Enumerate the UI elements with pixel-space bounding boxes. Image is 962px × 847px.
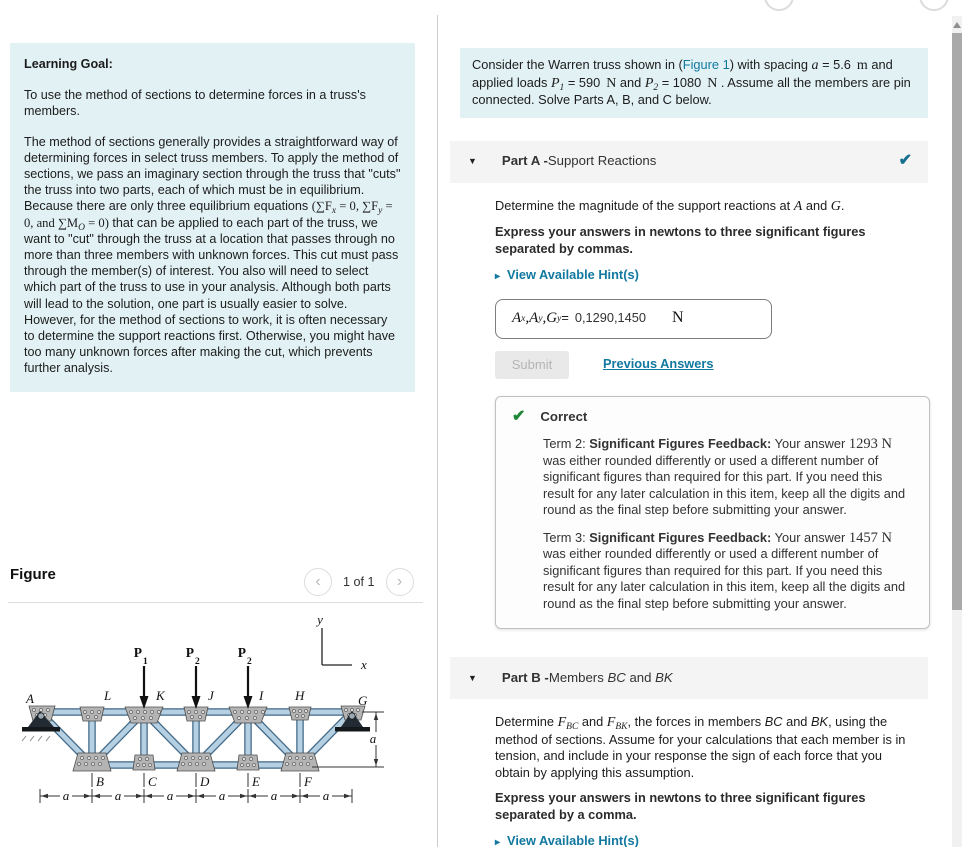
node-label-d: D — [200, 774, 210, 789]
term-2-value: 1293 N — [848, 436, 892, 452]
part-b-hint-link[interactable] — [495, 833, 908, 847]
svg-text:a: a — [218, 788, 226, 803]
part-b-tail: , using the method of sections. Assume for your calculations that each member is in tension, and include in your response the sign of each force that you obtain by applying this assumption. — [495, 714, 906, 780]
problem-mid1: ) with spacing — [729, 57, 812, 72]
node-label-l: L — [104, 688, 112, 703]
part-a-answer-value: 0,1290,1450 — [574, 310, 646, 326]
term-2-bold: Significant Figures Feedback: — [589, 436, 772, 451]
p2-post: that can be applied to each part of the truss, we want to "cut" through the truss at a location that passes through no more than three members with unknown forces. This cut must pass through the member(s) of interest. You also will need to select which part of the truss to use in your analysis. Although both parts will lead to the solution, one part is usually easier to solve. However, for the method of sections to work, it is often necessary to determine the support reactions first. Otherwise, you might have too many unknown forces after making the cut, which prevents further analysis. — [24, 215, 399, 376]
node-label-h: H — [295, 688, 305, 703]
eq-mo-zero: = 0) — [85, 215, 109, 230]
hint-label: View Available Hint(s) — [507, 267, 639, 282]
answer-sep2: , — [542, 310, 547, 327]
svg-text:a: a — [166, 788, 174, 803]
part-b-pre: Determine — [495, 714, 558, 729]
scrollbar-thumb[interactable] — [952, 33, 962, 610]
bottom-node-ticks — [92, 773, 300, 787]
answer-var-ay: A — [529, 310, 539, 327]
eq-fy-zero: = 0, and — [24, 199, 393, 230]
correct-title: Correct — [540, 408, 588, 424]
correct-check-icon: ✔ — [512, 407, 526, 425]
learning-goal-title: Learning Goal: — [24, 57, 113, 71]
answer-equals: = — [561, 310, 569, 326]
term-3-bold: Significant Figures Feedback: — [589, 529, 772, 545]
part-a-period: . — [840, 197, 845, 213]
var-fbc: F — [557, 715, 567, 730]
figure-page-indicator: 1 of 1 — [343, 575, 375, 589]
eq-fx-zero: = 0, — [336, 199, 363, 214]
var-fbk-sub: BK — [615, 722, 628, 732]
node-a-ref: A — [793, 198, 803, 214]
p2-pre: The method of sections generally provides a straightforward way of determining forces in select truss members. To apply the method of sections, we pass an imaginary section through the truss that "cuts" the truss into two parts, each of which must be in equilibrium. Because there are only three equilibrium equations — [24, 134, 401, 214]
value-a: = 5.6 — [818, 57, 851, 72]
eq-sub-y: y — [378, 206, 383, 217]
term-2-text: was either rounded differently or used a different number of significant figures than required for this part. If you need this result for any later calculation in this item, keep all the digits and round as the final step before submitting your answer. — [543, 452, 906, 517]
svg-text:a: a — [322, 788, 330, 803]
var-p2: P — [644, 75, 654, 91]
problem-pre: Consider the Warren truss shown in ( — [472, 57, 683, 72]
coordinate-axes — [322, 628, 352, 665]
figure-prev-button[interactable] — [304, 568, 332, 596]
eq-sub-o: O — [78, 222, 85, 233]
learning-goal-box — [10, 43, 415, 392]
term-2-label: Term 2: — [543, 436, 590, 451]
load-p1-label: P — [133, 645, 142, 660]
value-p2: = 1080 — [658, 74, 702, 90]
part-a-title: Support Reactions — [547, 153, 657, 169]
part-a-answer-box[interactable]: A x , A y , G y = 0,1290,1450 N — [495, 299, 772, 339]
answer-sep1: , — [525, 310, 530, 327]
scrollbar-track[interactable] — [952, 16, 962, 847]
figure-title: Figure — [10, 566, 56, 583]
var-fbk: F — [606, 715, 616, 730]
part-a-header[interactable] — [450, 141, 928, 183]
var-fbc-sub: BC — [566, 722, 579, 732]
part-a-express-instruction: Express your answers in newtons to three significant figures separated by commas. — [495, 224, 866, 256]
toolbar-button-partial-1[interactable] — [764, 0, 794, 11]
load-p2a-sub: 2 — [195, 657, 200, 667]
node-label-b: B — [96, 774, 104, 789]
warren-truss-figure — [0, 610, 430, 847]
var-p1-sub: 1 — [559, 82, 565, 93]
part-a-and: and — [802, 197, 831, 213]
node-label-i: I — [259, 688, 264, 703]
eq-sum-fy: ∑F — [362, 199, 379, 214]
hint-triangle-icon: ▸ — [495, 271, 501, 282]
part-b-mid1: and — [578, 714, 607, 729]
term-3-feedback — [543, 530, 915, 613]
part-b-mid2: , the forces in members — [627, 714, 765, 729]
collapse-triangle-icon[interactable]: ▼ — [468, 156, 477, 167]
svg-text:a: a — [270, 788, 278, 803]
load-p1-sub: 1 — [143, 657, 148, 667]
collapse-triangle-icon[interactable]: ▼ — [468, 672, 477, 683]
term-3-text: was either rounded differently or used a different number of significant figures than required for this part. If you need this result for any later calculation in this item, keep all the digits and round as the final step before submitting your answer. — [543, 546, 906, 611]
svg-text:a: a — [62, 788, 70, 803]
eq-sum-mo: ∑M — [57, 215, 79, 230]
term-2-mid: Your answer — [771, 436, 849, 451]
term-2-feedback — [543, 436, 915, 519]
load-p2b-label: P — [237, 645, 246, 660]
var-a: a — [811, 58, 819, 73]
left-panel — [0, 15, 437, 847]
node-label-j: J — [208, 688, 214, 703]
learning-goal-p2 — [24, 134, 401, 377]
part-a-complete-check-icon: ✔ — [898, 152, 912, 170]
term-3-label: Term 3: — [543, 529, 590, 545]
answer-var-gy: G — [546, 310, 558, 327]
toolbar-button-partial-2[interactable] — [919, 0, 949, 11]
part-a-label: Part A - — [501, 153, 548, 169]
node-label-a: A — [26, 691, 34, 706]
part-a-hint-link[interactable] — [495, 267, 908, 286]
svg-text:a: a — [114, 788, 122, 803]
node-label-k: K — [156, 688, 165, 703]
part-a-question — [495, 198, 908, 216]
problem-tail: . Assume all the members are pin connected. Solve Parts A, B, and C below. — [472, 74, 911, 107]
axis-x-label: x — [361, 657, 367, 672]
part-b-body — [450, 714, 928, 847]
part-b-header[interactable] — [450, 657, 928, 699]
part-b-express-instruction: Express your answers in newtons to three significant figures separated by a comma. — [495, 790, 866, 822]
answer-unit: N — [672, 309, 684, 327]
term-3-value: 1457 N — [848, 529, 892, 546]
eq-sum-fx: (∑F — [311, 199, 332, 214]
unit-n1: N — [606, 75, 617, 91]
node-label-e: E — [252, 774, 260, 789]
term-3-mid: Your answer — [771, 529, 849, 545]
dimension-label-right: a — [369, 731, 377, 746]
right-panel — [438, 15, 952, 847]
load-p2b-sub: 2 — [247, 657, 252, 667]
member-bc-ref: BC — [764, 714, 783, 729]
part-a-submit-row — [495, 351, 908, 379]
learning-goal-p1: To use the method of sections to determine forces in a truss's members. — [24, 88, 366, 119]
unit-m: m — [856, 58, 868, 73]
problem-mid3: and — [616, 74, 645, 90]
part-a-body — [450, 198, 928, 630]
chevron-left-icon: ‹ — [315, 573, 321, 590]
unit-n2: N — [707, 75, 718, 91]
node-label-c: C — [148, 774, 157, 789]
chevron-right-icon: › — [396, 573, 403, 590]
node-label-g: G — [358, 693, 368, 708]
node-label-f: F — [304, 774, 312, 789]
member-bk-ref: BK — [810, 714, 829, 729]
load-p2a-label: P — [185, 645, 194, 660]
hint-triangle-icon: ▸ — [495, 837, 501, 847]
var-p2-sub: 2 — [653, 82, 659, 93]
part-b-title: Members BC and BK — [548, 669, 673, 685]
part-b-mid3: and — [782, 714, 811, 729]
correct-header — [512, 409, 911, 426]
eq-sub-x: x — [331, 206, 337, 217]
hint-label: View Available Hint(s) — [507, 833, 639, 847]
figure-1-link[interactable]: Figure 1 — [682, 57, 730, 72]
scrollbar-up-arrow-icon[interactable] — [953, 22, 961, 28]
axis-y-label: y — [317, 612, 323, 627]
part-b-label: Part B - — [501, 669, 549, 685]
var-p1: P — [550, 75, 560, 91]
figure-divider — [8, 602, 423, 603]
answer-var-ax: A — [512, 310, 522, 327]
submit-button[interactable]: Submit — [495, 351, 569, 379]
previous-answers-link[interactable]: Previous Answers — [603, 356, 714, 372]
problem-mid2: and applied loads — [472, 57, 893, 90]
figure-next-button[interactable] — [386, 568, 414, 596]
node-g-ref: G — [830, 198, 841, 214]
part-b-question — [495, 714, 908, 781]
part-a-question-pre: Determine the magnitude of the support reactions at — [495, 197, 794, 213]
problem-statement — [460, 48, 928, 118]
figure-pager — [304, 568, 414, 596]
value-p1: = 590 — [564, 74, 601, 90]
correct-feedback-box — [495, 396, 930, 630]
